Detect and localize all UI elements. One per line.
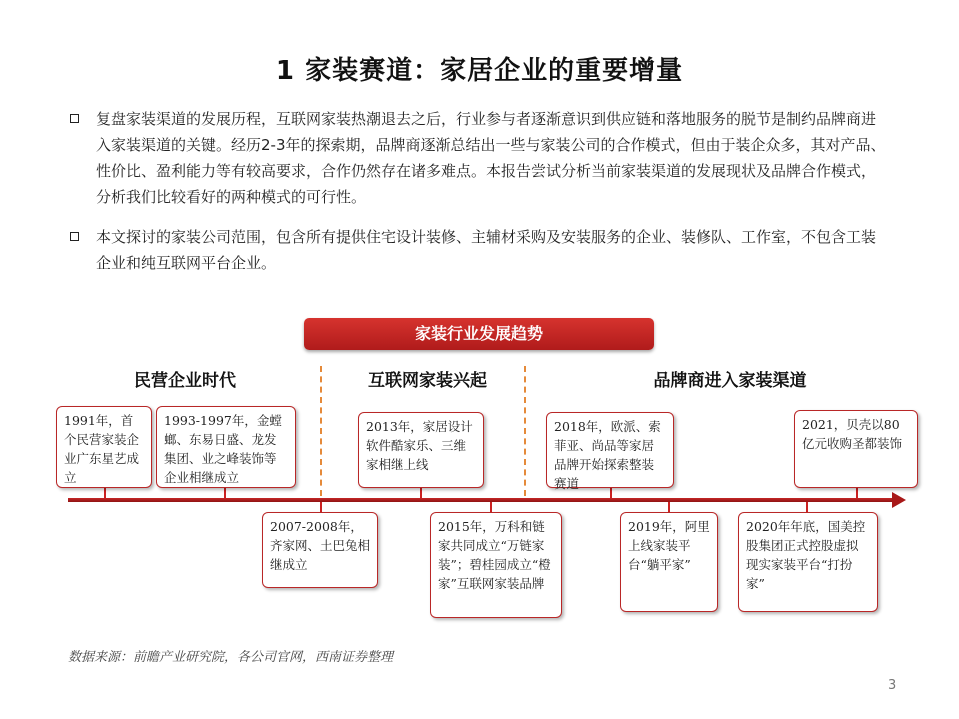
- timeline-event: 2019年，阿里上线家装平台“躺平家”: [620, 512, 718, 612]
- page-number: 3: [888, 678, 897, 693]
- page-title: 1 家装赛道：家居企业的重要增量: [275, 56, 684, 86]
- connector-line: [610, 488, 612, 498]
- timeline-event: 1991年，首个民营家装企业广东星艺成立: [56, 406, 152, 488]
- era-label: 互联网家装兴起: [368, 371, 487, 391]
- timeline-event: 1993-1997年，金螳螂、东易日盛、龙发集团、业之峰装饰等企业相继成立: [156, 406, 296, 488]
- connector-line: [668, 502, 670, 512]
- connector-line: [856, 488, 858, 498]
- bullet-item: [70, 106, 890, 210]
- connector-line: [224, 488, 226, 498]
- connector-line: [104, 488, 106, 498]
- timeline-event: 2007-2008年，齐家网、土巴兔相继成立: [262, 512, 378, 588]
- connector-line: [806, 502, 808, 512]
- square-bullet-icon: [70, 114, 79, 123]
- bullet-item: [70, 224, 890, 276]
- connector-line: [320, 502, 322, 512]
- trend-banner: 家装行业发展趋势: [304, 318, 654, 350]
- bullet-text: 本文探讨的家装公司范围，包含所有提供住宅设计装修、主辅材采购及安装服务的企业、装修队、工作室，不包含工装企业和纯互联网平台企业。: [96, 228, 877, 272]
- data-source-note: 数据来源：前瞻产业研究院，各公司官网，西南证券整理: [68, 650, 394, 665]
- timeline-event: 2021，贝壳以80亿元收购圣都装饰: [794, 410, 918, 488]
- era-divider: [524, 366, 526, 496]
- connector-line: [490, 502, 492, 512]
- bullet-text: 复盘家装渠道的发展历程，互联网家装热潮退去之后，行业参与者逐渐意识到供应链和落地服务的脱节是制约品牌商进入家装渠道的关键。经历2-3年的探索期，品牌商逐渐总结出一些与家装公司的合作模式，但由于装企众多，其对产品、性价比、盈利能力等有较高要求，合作仍然存在诸多难点。本报告尝试分析当前家装渠道的发展现状及品牌合作模式，分析我们比较看好的两种模式的可行性。: [96, 110, 886, 206]
- timeline-event: 2015年，万科和链家共同成立“万链家装”；碧桂园成立“橙家”互联网家装品牌: [430, 512, 562, 618]
- timeline-arrow-icon: [892, 492, 906, 508]
- connector-line: [420, 488, 422, 498]
- timeline-event: 2013年，家居设计软件酷家乐、三维家相继上线: [358, 412, 484, 488]
- era-label: 品牌商进入家装渠道: [653, 371, 807, 391]
- timeline-axis: [68, 498, 894, 502]
- era-label: 民营企业时代: [134, 371, 236, 391]
- timeline-event: 2020年年底，国美控股集团正式控股虚拟现实家装平台“打扮家”: [738, 512, 878, 612]
- square-bullet-icon: [70, 232, 79, 241]
- timeline-event: 2018年，欧派、索菲亚、尚品等家居品牌开始探索整装赛道: [546, 412, 674, 488]
- era-divider: [320, 366, 322, 496]
